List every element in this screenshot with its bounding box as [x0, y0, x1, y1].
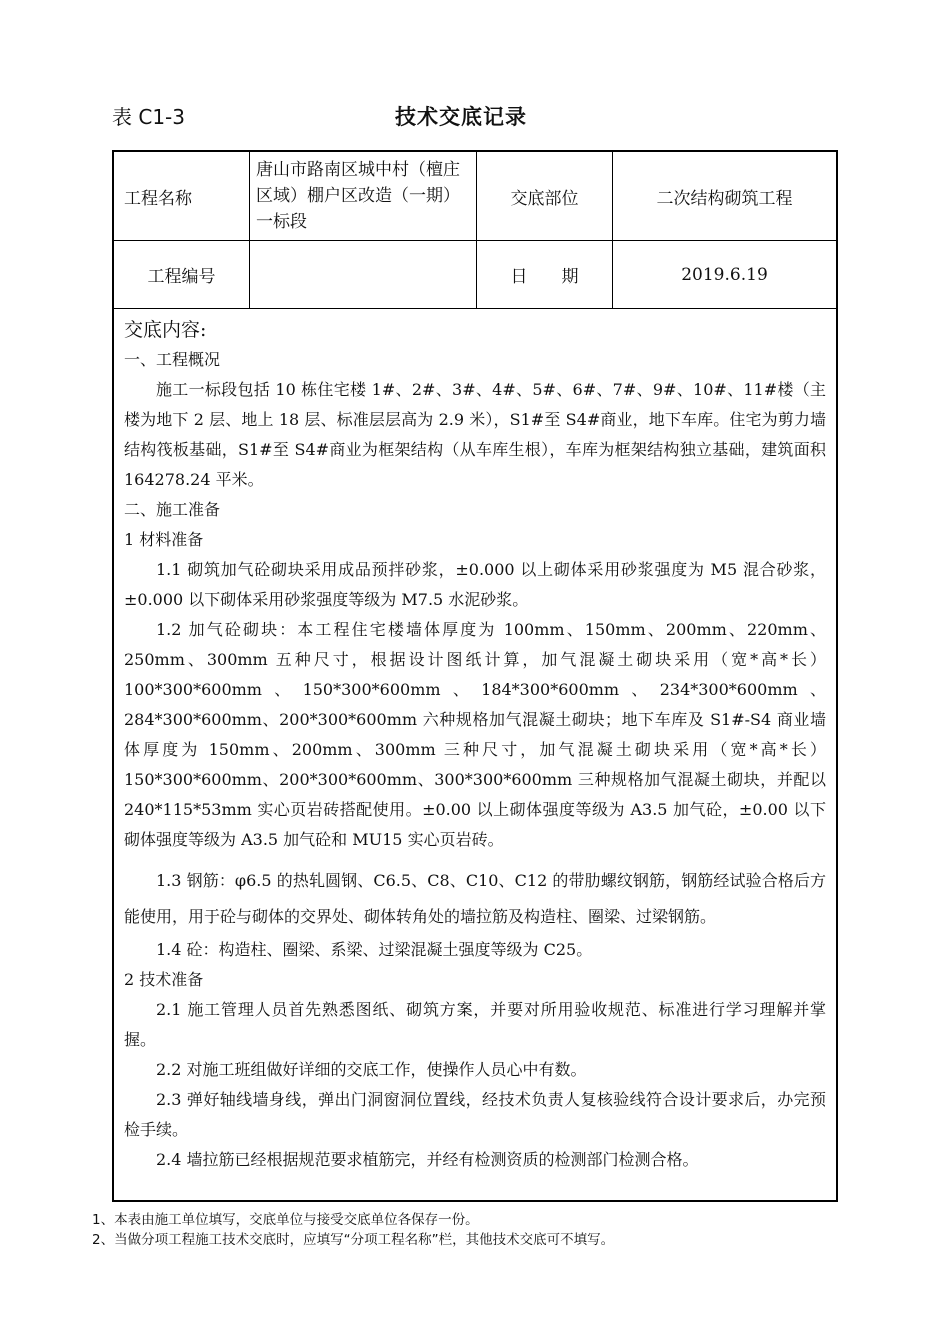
project-number-value: [250, 241, 476, 308]
project-name-value: 唐山市路南区城中村（檀庄区域）棚户区改造（一期）一标段: [256, 160, 460, 232]
date-label: 日 期: [510, 267, 579, 287]
paragraph: 1.2 加气砼砌块：本工程住宅楼墙体厚度为 100mm、150mm、200mm、220mm、250mm、300mm 五种尺寸，根据设计图纸计算，加气混凝土砌块采用（宽*高*长）100*300*600mm、150*300*600mm、184*300*600mm、234*300*600mm、284*300*600mm、200*300*600mm 六种规格加气混凝土砌块；地下车库及 S1#-S4 商业墙体厚度为 150mm、200mm、300mm 三种尺寸，加气混凝土砌块采用（宽*高*长）150*300*600mm、200*300*600mm、300*300*600mm 三种规格加气混凝土砌块，并配以 240*115*53mm 实心页岩砖搭配使用。±0.00 以上砌体强度等级为 A3.5 加气砼，±0.00 以下砌体强度等级为 A3.5 加气砼和 MU15 实心页岩砖。: [124, 620, 826, 849]
form-code: 表 C1-3: [112, 105, 185, 129]
content-heading: 交底内容:: [124, 319, 207, 341]
paragraph: 2.3 弹好轴线墙身线，弹出门洞窗洞位置线，经技术负责人复核验线符合设计要求后，办完预检手续。: [124, 1090, 826, 1139]
disclosure-part-label: 交底部位: [510, 188, 579, 209]
paragraph: 1.1 砌筑加气砼砌块采用成品预拌砂浆，±0.000 以上砌体采用砂浆强度为 M5 混合砂浆，±0.000 以下砌体采用砂浆强度等级为 M7.5 水泥砂浆。: [124, 560, 826, 609]
subsection-heading: 2 技术准备: [124, 970, 204, 989]
paragraph: 1.4 砼：构造柱、圈梁、系梁、过梁混凝土强度等级为 C25。: [156, 940, 593, 959]
footnote: 2、当做分项工程施工技术交底时，应填写“分项工程名称”栏，其他技术交底可不填写。: [92, 1232, 615, 1248]
footnote: 1、本表由施工单位填写，交底单位与接受交底单位各保存一份。: [92, 1212, 479, 1228]
grid-line: [114, 308, 836, 309]
section-heading: 二、施工准备: [124, 500, 221, 519]
paragraph: 2.2 对施工班组做好详细的交底工作，使操作人员心中有数。: [156, 1060, 587, 1079]
paragraph: 施工一标段包括 10 栋住宅楼 1#、2#、3#、4#、5#、6#、7#、9#、10#、11#楼（主楼为地下 2 层、地上 18 层、标准层层高为 2.9 米），S1#至 S4#商业，地下车库。住宅为剪力墙结构筏板基础，S1#至 S4#商业为框架结构（从车库生根），车库为框架结构独立基础，建筑面积 164278.24 平米。: [124, 380, 826, 489]
date-value: 2019.6.19: [681, 264, 768, 285]
subsection-heading: 1 材料准备: [124, 530, 204, 549]
section-heading: 一、工程概况: [124, 350, 221, 369]
paragraph: 2.4 墙拉筋已经根据规范要求植筋完，并经有检测资质的检测部门检测合格。: [156, 1150, 699, 1169]
paragraph: 1.3 钢筋：φ6.5 的热轧圆钢、C6.5、C8、C10、C12 的带肋螺纹钢筋，钢筋经试验合格后方能使用，用于砼与砌体的交界处、砌体转角处的墙拉筋及构造柱、圈梁、过梁钢筋。: [124, 871, 826, 926]
footnotes: [92, 1210, 614, 1250]
disclosure-part-value: 二次结构砌筑工程: [656, 188, 793, 209]
paragraph: 2.1 施工管理人员首先熟悉图纸、砌筑方案，并要对所用验收规范、标准进行学习理解并掌握。: [124, 1000, 826, 1049]
page-title: 技术交底记录: [395, 105, 527, 129]
disclosure-form: [112, 150, 838, 1202]
disclosure-content: [124, 315, 826, 1175]
project-name-label: 工程名称: [124, 188, 192, 209]
project-number-label: 工程编号: [147, 267, 216, 287]
